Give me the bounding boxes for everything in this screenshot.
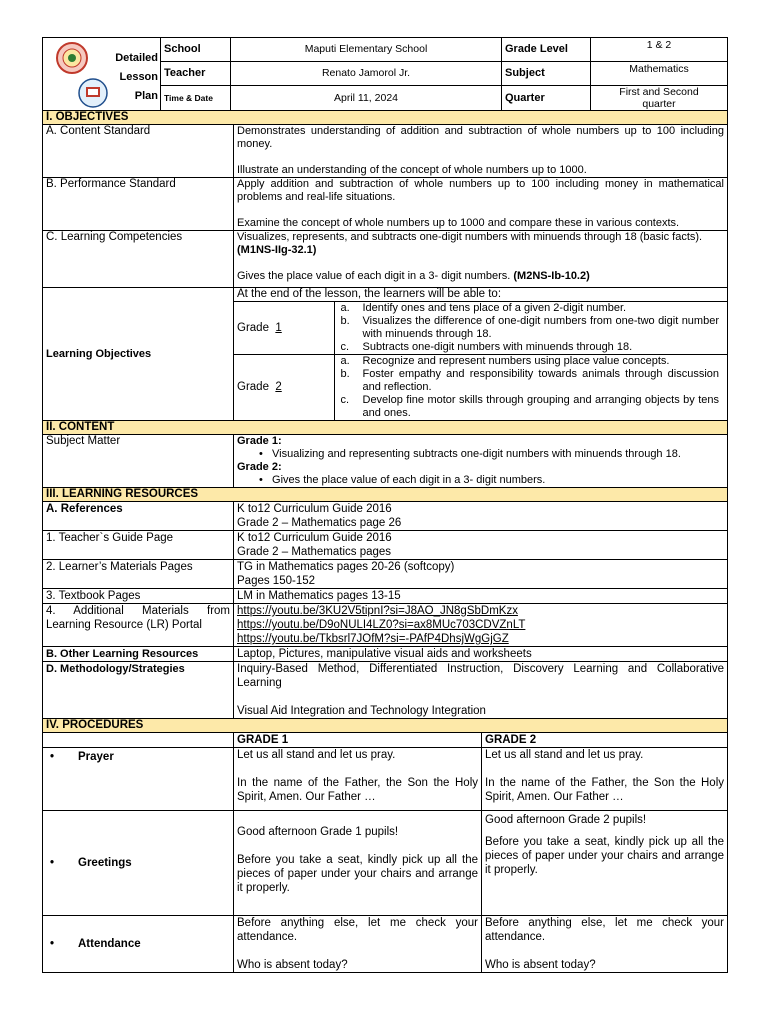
competency-code: (M1NS-IIg-32.1)	[237, 244, 317, 256]
content-grade2-heading: Grade 2:	[237, 461, 282, 473]
school-seal-icon	[49, 42, 95, 74]
section-learning-resources: III. LEARNING RESOURCES	[43, 488, 728, 502]
learners-materials-label: 2. Learner’s Materials Pages	[43, 560, 234, 589]
content-grade1-item: • Visualizing and representing subtracts one-digit numbers with minuends through 18.	[259, 448, 681, 460]
objective-text: Visualizes the difference of one-digit numbers from one-two digit number with minuends through 18.	[362, 315, 719, 340]
performance-standard-text: Examine the concept of whole numbers up to 1000 and compare these in various contexts.	[237, 217, 680, 229]
grade1-label: Grade	[237, 321, 269, 334]
references-cell	[234, 502, 728, 531]
objective-item	[335, 315, 720, 341]
procedures-grade2-heading: GRADE 2	[482, 733, 728, 748]
teachers-guide-cell	[234, 531, 728, 560]
objective-marker: b.	[340, 315, 350, 327]
objective-item	[335, 394, 720, 420]
content-grade1-text: Visualizing and representing subtracts one-digit numbers with minuends through 18.	[272, 448, 681, 460]
content-grade1-heading: Grade 1:	[237, 435, 282, 447]
learners-materials-cell	[234, 560, 728, 589]
quarter-label: Quarter	[502, 86, 591, 111]
objective-item	[335, 355, 720, 368]
prayer-grade2	[482, 748, 728, 811]
content-grade2-text: Gives the place value of each digit in a 3- digit numbers.	[272, 474, 546, 486]
greetings-g2-text: Good afternoon Grade 2 pupils!	[485, 814, 647, 826]
other-resources-label: B. Other Learning Resources	[43, 647, 234, 662]
dlp-word-lesson: Lesson	[119, 71, 158, 83]
objective-text: Foster empathy and responsibility towards animals through discussion and reflection.	[362, 368, 719, 393]
prayer-g1-text: Let us all stand and let us pray.	[237, 749, 396, 761]
prayer-g2-text: Let us all stand and let us pray.	[485, 749, 644, 761]
content-grade2-item: • Gives the place value of each digit in a 3- digit numbers.	[259, 474, 546, 486]
grade2-number: 2	[275, 381, 282, 393]
logo-cell	[43, 38, 161, 111]
greetings-grade1	[234, 811, 482, 916]
textbook-value: LM in Mathematics pages 13-15	[234, 589, 728, 604]
grade1-label-cell	[234, 302, 334, 355]
subject-matter-cell	[234, 435, 728, 488]
subject-matter-label: Subject Matter	[43, 435, 234, 488]
resource-link[interactable]: https://youtu.be/Tkbsrl7JOfM?si=-PAfP4DhsjWgGjGZ	[237, 633, 509, 645]
subject-label: Subject	[502, 62, 591, 86]
procedures-table	[42, 732, 728, 973]
attendance-g1-text: Before anything else, let me check your attendance.	[237, 917, 478, 943]
learning-objectives-label: Learning Objectives	[43, 288, 234, 421]
header-table	[42, 37, 728, 111]
objective-marker: a.	[340, 302, 350, 314]
attendance-grade2	[482, 916, 728, 973]
teachers-guide-item: Grade 2 – Mathematics pages	[237, 546, 392, 558]
quarter-value: First and Second quarter	[591, 86, 728, 111]
learning-objectives-cell	[234, 288, 728, 421]
prayer-label: Prayer	[78, 751, 114, 763]
resource-link[interactable]: https://youtu.be/3KU2V5tipnI?si=J8AO_JN8gSbDmKzx	[237, 605, 518, 617]
competency-text: Gives the place value of each digit in a 3- digit numbers.	[237, 270, 514, 282]
attendance-grade1	[234, 916, 482, 973]
learning-competencies-cell	[234, 231, 728, 288]
prayer-g2-text: In the name of the Father, the Son the Holy Spirit, Amen. Our Father …	[485, 777, 724, 803]
greetings-g1-text: Good afternoon Grade 1 pupils!	[237, 826, 399, 838]
learners-materials-item: TG in Mathematics pages 20-26 (softcopy)	[237, 561, 455, 573]
grade2-objectives	[334, 355, 727, 421]
additional-materials-label: 4. Additional Materials from Learning Resource (LR) Portal	[43, 604, 234, 647]
school-value: Maputi Elementary School	[231, 38, 502, 62]
teachers-guide-label: 1. Teacher`s Guide Page	[43, 531, 234, 560]
prayer-label-cell: • Prayer	[43, 748, 234, 811]
grade1-number: 1	[275, 321, 282, 334]
objective-marker: b.	[340, 368, 350, 380]
grade1-objectives	[334, 302, 727, 355]
subject-value: Mathematics	[591, 62, 728, 86]
greetings-label-cell: • Greetings	[43, 811, 234, 916]
textbook-label: 3. Textbook Pages	[43, 589, 234, 604]
content-standard-text: Illustrate an understanding of the concept of whole numbers up to 1000.	[237, 164, 587, 176]
objective-text: Subtracts one-digit numbers with minuends through 18.	[362, 341, 633, 353]
methodology-label: D. Methodology/Strategies	[43, 662, 234, 719]
objective-item	[335, 368, 720, 394]
greetings-grade2	[482, 811, 728, 916]
objectives-grade-table	[234, 302, 727, 420]
attendance-g2-text: Before anything else, let me check your attendance.	[485, 917, 724, 943]
methodology-item: Inquiry-Based Method, Differentiated Instruction, Discovery Learning and Collaborative Learning	[237, 663, 724, 689]
methodology-cell	[234, 662, 728, 719]
grade2-label: Grade	[237, 381, 269, 393]
objectives-intro: At the end of the lesson, the learners will be able to:	[234, 288, 727, 302]
learners-materials-item: Pages 150-152	[237, 575, 316, 587]
additional-materials-cell	[234, 604, 728, 647]
deped-seal-icon	[73, 78, 113, 108]
section-procedures: IV. PROCEDURES	[43, 719, 728, 733]
other-resources-value: Laptop, Pictures, manipulative visual aids and worksheets	[234, 647, 728, 662]
teachers-guide-item: K to12 Curriculum Guide 2016	[237, 532, 392, 544]
content-standard-cell	[234, 125, 728, 178]
grade-level-label: Grade Level	[502, 38, 591, 62]
objective-item	[335, 302, 720, 315]
objective-text: Identify ones and tens place of a given 2-digit number.	[362, 302, 627, 314]
objective-text: Develop fine motor skills through grouping and arranging objects by tens and ones.	[362, 394, 719, 419]
attendance-g1-text: Who is absent today?	[237, 959, 348, 971]
main-table	[42, 110, 728, 733]
prayer-g1-text: In the name of the Father, the Son the Holy Spirit, Amen. Our Father …	[237, 777, 478, 803]
methodology-item: Visual Aid Integration and Technology Integration	[237, 705, 486, 717]
attendance-g2-text: Who is absent today?	[485, 959, 596, 971]
objective-marker: c.	[340, 394, 350, 406]
section-content: II. CONTENT	[43, 421, 728, 435]
grade2-label-cell	[234, 355, 334, 421]
procedures-grade1-heading: GRADE 1	[234, 733, 482, 748]
resource-link[interactable]: https://youtu.be/D9oNULI4LZ0?si=ax8MUc703CDVZnLT	[237, 619, 526, 631]
time-date-label: Time & Date	[161, 86, 231, 111]
teacher-value: Renato Jamorol Jr.	[231, 62, 502, 86]
objective-item	[335, 341, 720, 354]
reference-item: K to12 Curriculum Guide 2016	[237, 503, 392, 515]
grade1-objective-list	[335, 302, 720, 354]
lesson-plan-document	[42, 37, 727, 973]
greetings-g1-text: Before you take a seat, kindly pick up all the pieces of paper under your chairs and arrange it properly.	[237, 854, 478, 894]
competency-code: (M2NS-Ib-10.2)	[513, 270, 590, 282]
attendance-label-cell: • Attendance	[43, 916, 234, 973]
grade-level-value: 1 & 2	[591, 38, 728, 62]
content-standard-label: A. Content Standard	[43, 125, 234, 178]
reference-item: Grade 2 – Mathematics page 26	[237, 517, 402, 529]
performance-standard-cell	[234, 178, 728, 231]
content-standard-text: Demonstrates understanding of addition and subtraction of whole numbers up to 100 including money.	[237, 125, 724, 150]
performance-standard-label: B. Performance Standard	[43, 178, 234, 231]
dlp-word-plan: Plan	[134, 90, 158, 102]
objective-marker: c.	[340, 341, 350, 353]
references-label: A. References	[43, 502, 234, 531]
objective-text: Recognize and represent numbers using place value concepts.	[362, 355, 670, 367]
section-objectives: I. OBJECTIVES	[43, 111, 728, 125]
procedures-blank	[43, 733, 234, 748]
time-date-value: April 11, 2024	[231, 86, 502, 111]
competency-text: Visualizes, represents, and subtracts one-digit numbers with minuends through 18 (basic facts).	[237, 231, 703, 243]
dlp-word-detailed: Detailed	[115, 52, 158, 64]
greetings-label: Greetings	[78, 857, 132, 869]
performance-standard-text: Apply addition and subtraction of whole numbers up to 100 including money in mathematical problems and real-life situations.	[237, 178, 724, 203]
school-label: School	[161, 38, 231, 62]
attendance-label: Attendance	[78, 938, 141, 950]
grade2-objective-list	[335, 355, 720, 420]
learning-competencies-label: C. Learning Competencies	[43, 231, 234, 288]
objective-marker: a.	[340, 355, 350, 367]
prayer-grade1	[234, 748, 482, 811]
greetings-g2-text: Before you take a seat, kindly pick up all the pieces of paper under your chairs and arrange it properly.	[485, 836, 724, 876]
teacher-label: Teacher	[161, 62, 231, 86]
